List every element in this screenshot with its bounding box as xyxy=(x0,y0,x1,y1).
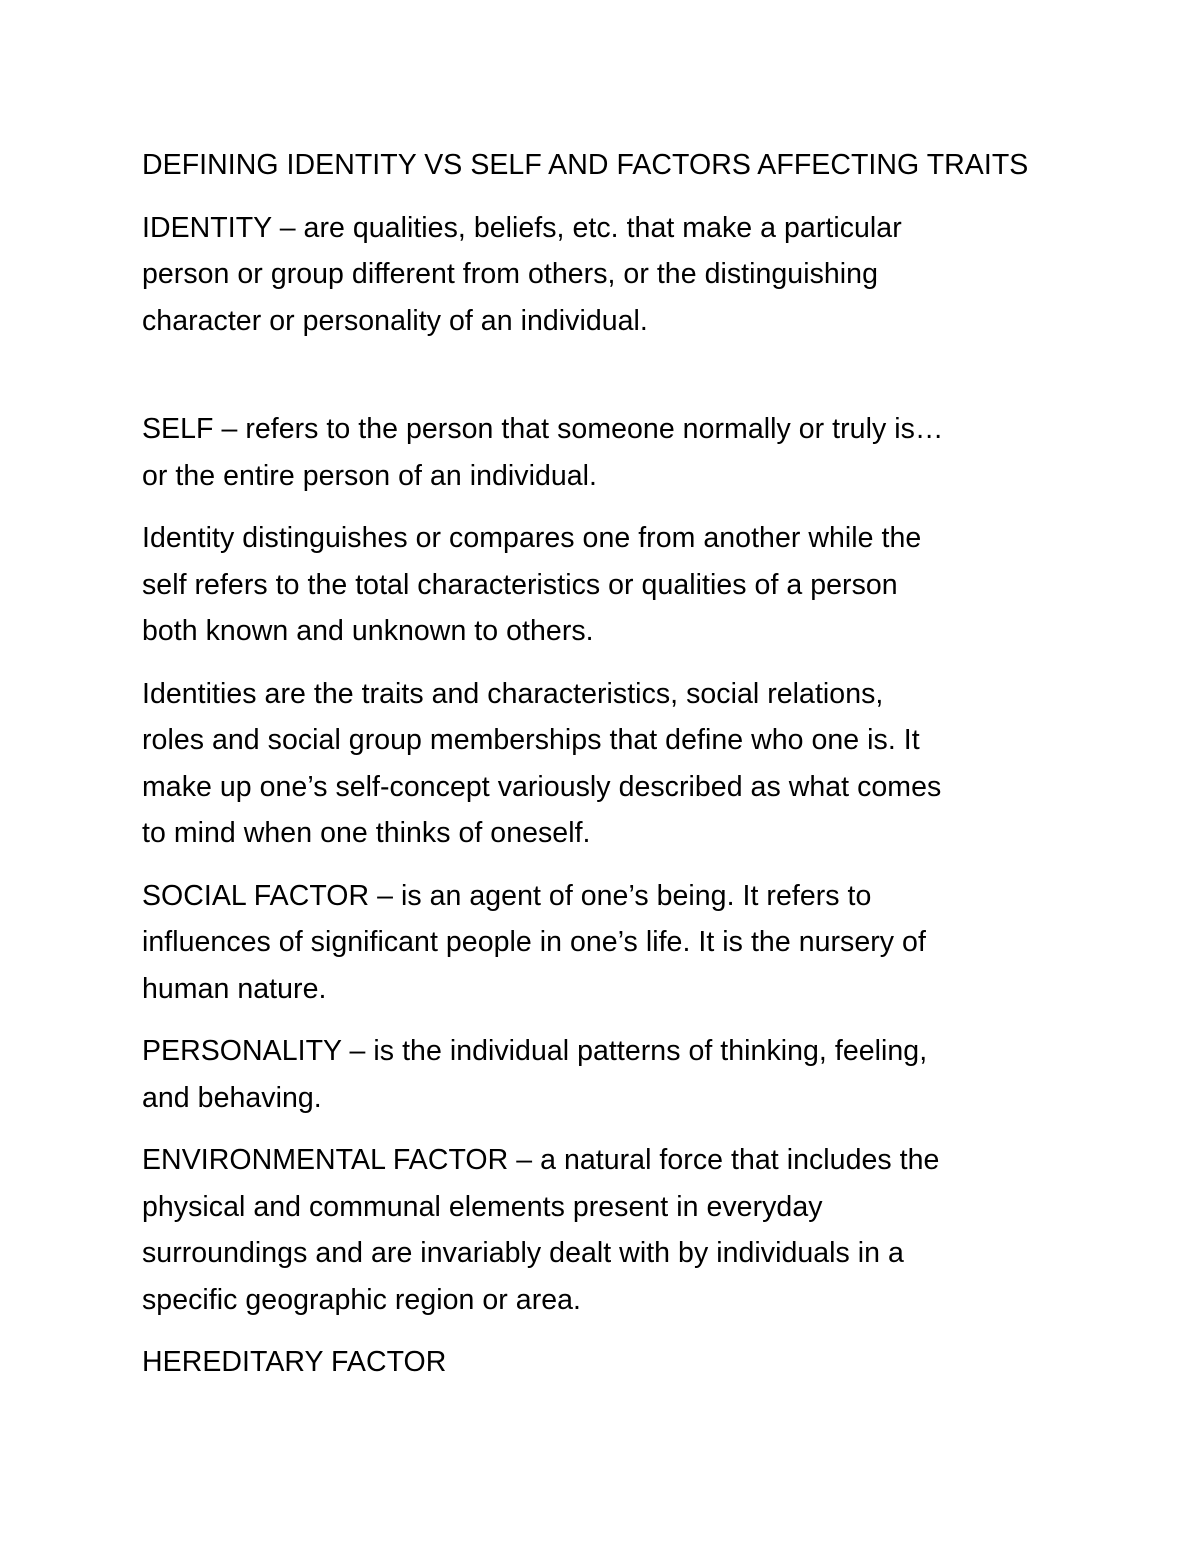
paragraph-social-factor: SOCIAL FACTOR – is an agent of one’s being. It refers to influences of significant people in one’s life. It is the nursery of human nature. xyxy=(142,879,926,1005)
paragraph-self-definition: SELF – refers to the person that someone normally or truly is… or the entire person of an individual. xyxy=(142,413,944,492)
paragraph-personality: PERSONALITY – is the individual patterns of thinking, feeling, and behaving. xyxy=(142,1035,928,1114)
paragraph-hereditary-factor: HEREDITARY FACTOR xyxy=(142,1346,447,1378)
paragraph-identity-vs-self: Identity distinguishes or compares one from another while the self refers to the total characteristics or qualities of a person both known and unknown to others. xyxy=(142,522,922,647)
paragraph-identity-definition: IDENTITY – are qualities, beliefs, etc. that make a particular person or group different from others, or the distinguishing character or personality of an individual. xyxy=(142,211,902,337)
paragraph-identities-explained: Identities are the traits and characteristics, social relations, roles and social group memberships that define who one is. It make up one’s self-concept variously described as what comes to mind when one thinks of oneself. xyxy=(142,677,942,849)
document-page xyxy=(142,142,1072,1386)
document-title: DEFINING IDENTITY VS SELF AND FACTORS AFFECTING TRAITS xyxy=(142,149,1029,181)
paragraph-environmental-factor: ENVIRONMENTAL FACTOR – a natural force that includes the physical and communal elements present in everyday surroundings and are invariably dealt with by individuals in a specific geographic region or area. xyxy=(142,1144,940,1316)
